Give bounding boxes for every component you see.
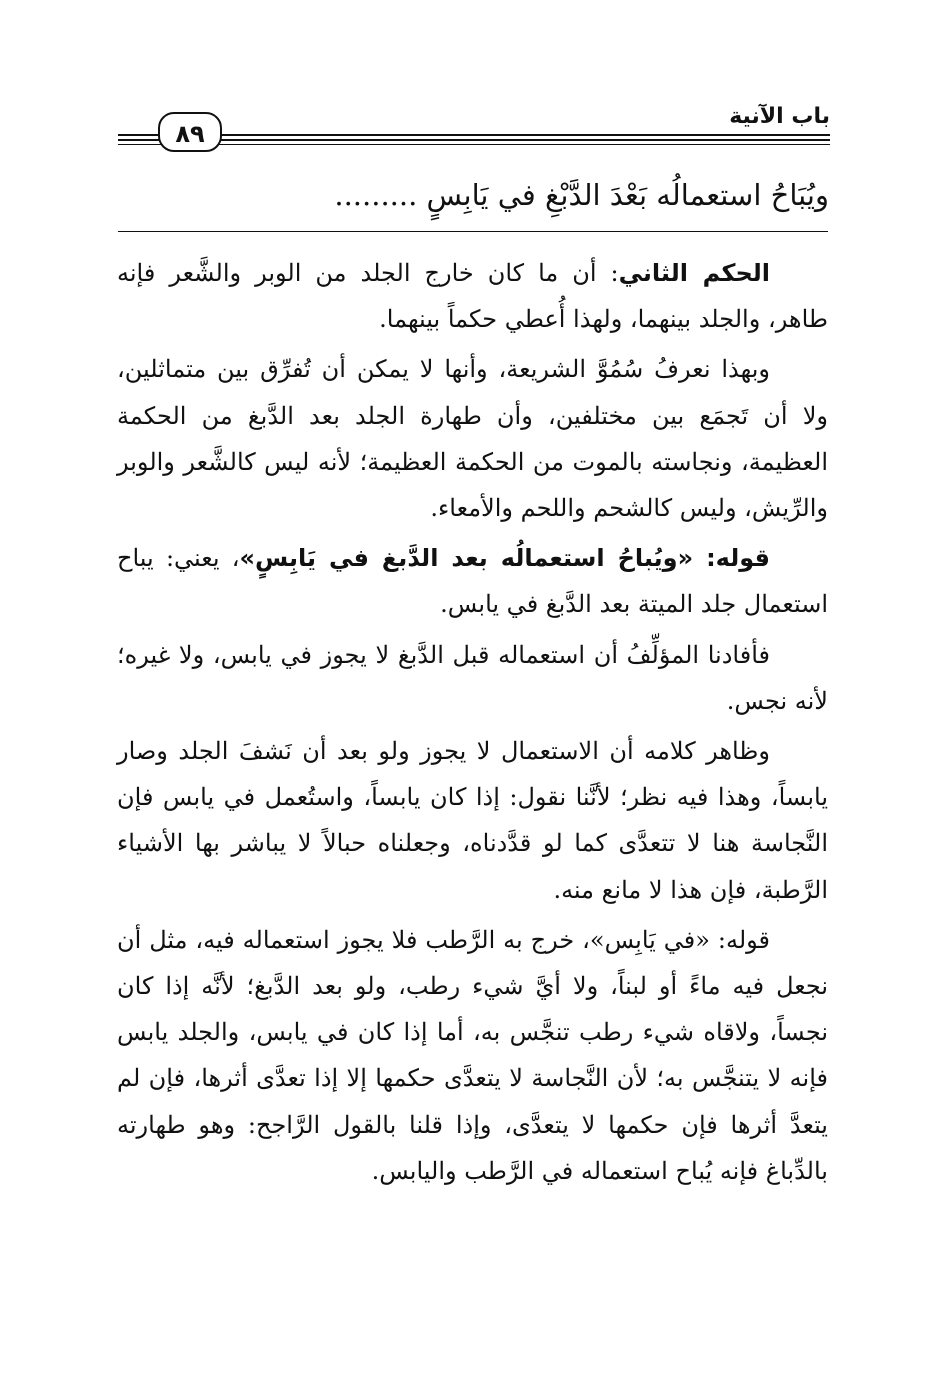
paragraph: [117, 250, 828, 342]
paragraph-text: وظاهر كلامه أن الاستعمال لا يجوز ولو بعد أن نَشفَ الجلد وصار يابساً، وهذا فيه نظر؛ لأنَّنا نقول: إذا كان يابساً، واستُعمل في يابس فإن النَّجاسة هنا لا تتعدَّى كما لو قدَّدناه، وجعلناه حبالاً لا يباشر بها الأشياء الرَّطبة، فإن هذا لا مانع منه.: [117, 737, 828, 904]
paragraph-text: : أن ما كان خارج الجلد من الوبر والشَّعر فإنه طاهر، والجلد بينهما، ولهذا أُعطي حكماً بينهما.: [117, 259, 828, 334]
paragraph: [117, 632, 828, 724]
header-rules: [118, 134, 830, 146]
paragraph: [117, 535, 828, 627]
paragraph-lead: قوله: «ويُباحُ استعمالُه بعد الدَّبغ في يَابِسٍ»: [239, 544, 770, 573]
page-number: ٨٩: [158, 112, 222, 152]
paragraph: [117, 728, 828, 913]
header-rule-line: [118, 139, 830, 141]
paragraph-text: ، يعني: يباح استعمال جلد الميتة بعد الدَّبغ في يابس.: [117, 544, 828, 619]
matn-separator-line: [118, 231, 828, 232]
page-header: [118, 104, 830, 156]
header-rule-line: [118, 144, 830, 145]
paragraph-text: فأفادنا المؤلِّفُ أن استعماله قبل الدَّبغ لا يجوز في يابس، ولا غيره؛ لأنه نجس.: [117, 640, 828, 715]
chapter-title: باب الآنية: [729, 104, 830, 129]
paragraph: [117, 346, 828, 531]
paragraph-text: وبهذا نعرفُ سُمُوَّ الشريعة، وأنها لا يمكن أن تُفرِّق بين متماثلين، ولا أن تَجمَع بين مختلفين، وأن طهارة الجلد بعد الدَّبغ من الحكمة العظيمة، ونجاسته بالموت من الحكمة العظيمة؛ لأنه ليس كالشَّعر والوبر والرِّيش، وليس كالشحم واللحم والأمعاء.: [117, 355, 829, 523]
paragraph: [117, 917, 828, 1194]
matn-text: ويُبَاحُ استعمالُه بَعْدَ الدَّبْغِ في يَابِسٍ .........: [334, 178, 829, 212]
paragraph-lead: الحكم الثاني: [618, 259, 770, 287]
header-rule-line: [118, 134, 830, 136]
commentary-body: [117, 250, 828, 1194]
paragraph-text: قوله: «في يَابِس»، خرج به الرَّطب فلا يجوز استعماله فيه، مثل أن نجعل فيه ماءً أو لبناً، ولا أيَّ شيء رطب، ولو بعد الدَّبغ؛ لأنَّه إذا كان نجساً، ولاقاه شيء رطب تنجَّس به، أما إذا كان في يابس، والجلد يابس فإنه لا يتنجَّس به؛ لأن النَّجاسة لا يتعدَّى حكمها إلا إذا تعدَّى أثرها، فإن لم يتعدَّ أثرها فإن حكمها لا يتعدَّى، وإذا قلنا بالقول الرَّاجح: وهو طهارته بالدِّباغ فإنه يُباح استعماله في الرَّطب واليابس.: [117, 925, 828, 1185]
